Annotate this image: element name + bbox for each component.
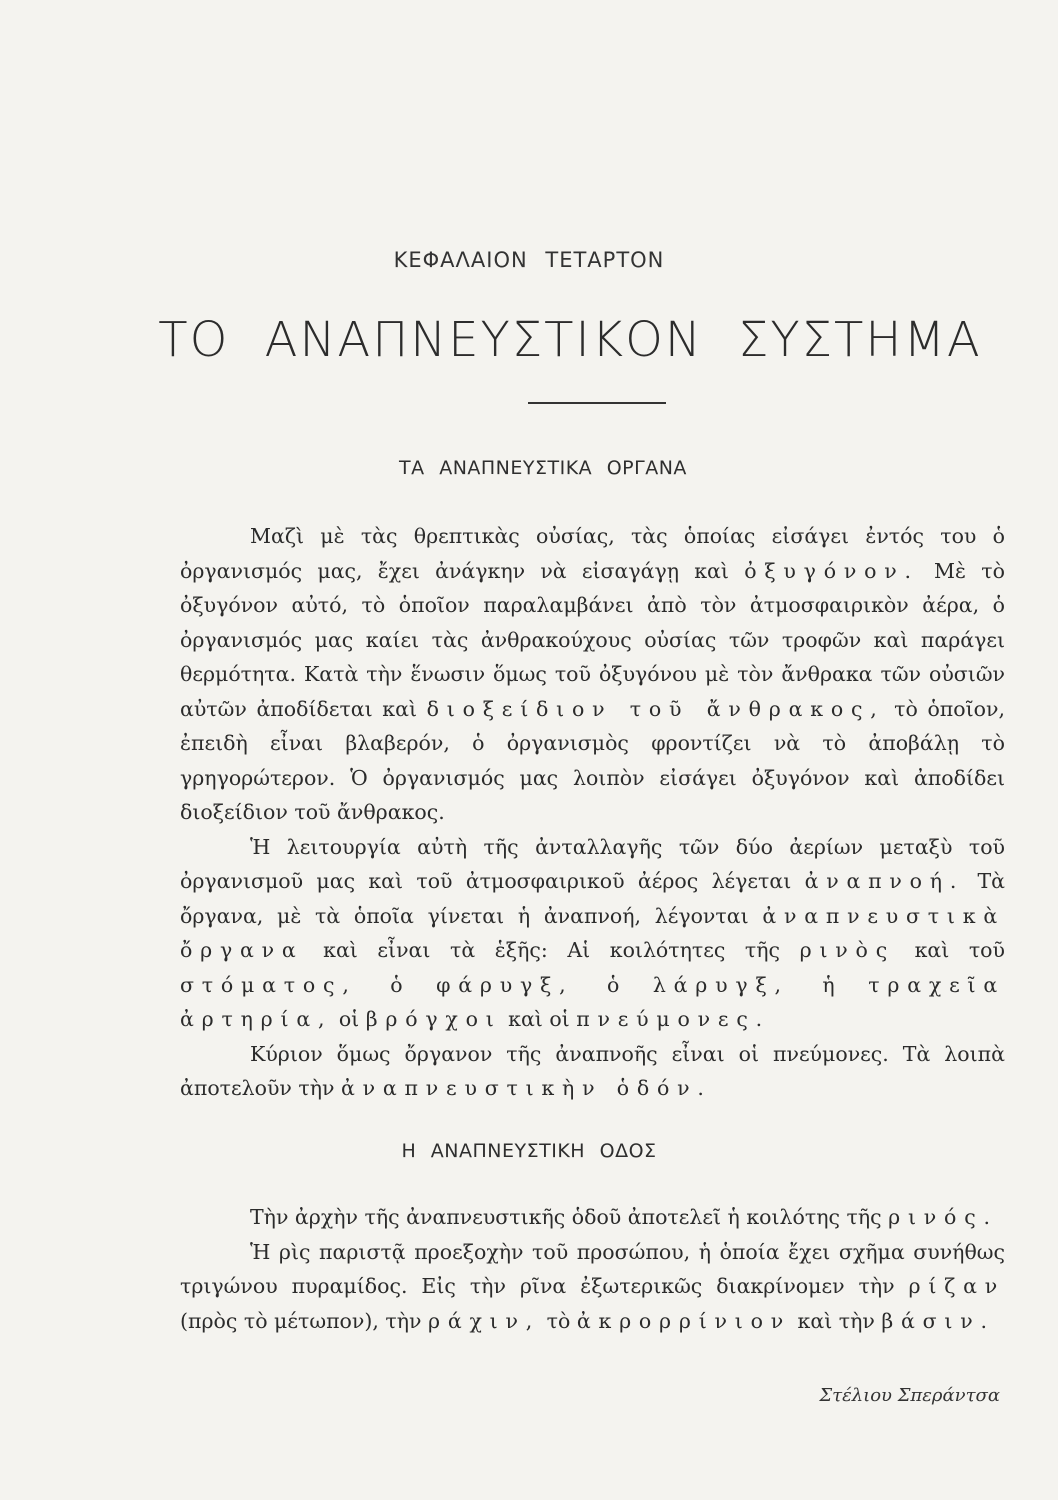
emphasis-term: φάρυγξ, — [436, 972, 574, 997]
text-run: Ἡ ρὶς παριστᾷ προεξοχὴν τοῦ προσώπου, ἡ ὁποία ἔχει σχῆμα συνήθως τριγώνου πυραμίδος. Εἰς τὴν ρῖνα ἐξωτερικῶς διακρίνομεν τὴν — [180, 1239, 1005, 1298]
emphasis-term: ἀκρορρίνιον — [576, 1308, 792, 1333]
section-body-respiratory-tract — [180, 1200, 1005, 1338]
emphasis-term: ρινός. — [888, 1205, 998, 1229]
paragraph — [180, 1200, 1005, 1235]
text-run: καὶ τοῦ — [914, 938, 1005, 962]
emphasis-term: ρινὸς — [799, 938, 895, 962]
paragraph — [180, 1037, 1005, 1106]
text-run: Κύριον ὅμως ὄργανον τῆς ἀναπνοῆς εἶναι οἱ πνεύμονες. Τὰ λοιπὰ ἀποτελοῦν τὴν — [180, 1041, 1005, 1100]
author-signature: Στέλιου Σπεράντσα — [819, 1385, 1000, 1406]
chapter-label: ΚΕΦΑΛΑΙΟΝ ΤΕΤΑΡΤΟΝ — [393, 248, 665, 272]
paragraph — [180, 1235, 1005, 1339]
emphasis-term: λάρυγξ, — [652, 972, 789, 997]
text-run: καὶ τὴν — [797, 1308, 875, 1333]
text-run: Μὲ τὸ ὀξυγόνον αὐτό, τὸ ὁποῖον παραλαμβάνει ἀπὸ τὸν ἀτμοσφαιρικὸν ἀέρα, ὁ ὀργανισμός μας καίει τὰς ἀνθρακούχους οὐσίας τῶν τροφῶν καὶ παράγει θερμότητα. Κατὰ τὴν ἕνωσιν ὅμως τοῦ ὀξυγόνου μὲ τὸν ἄνθρακα τῶν οὐσιῶν αὐτῶν ἀποδίδεται καὶ — [180, 558, 1005, 721]
emphasis-term: βρόγχοι — [365, 1007, 502, 1031]
title-divider — [528, 402, 666, 404]
paragraph — [180, 830, 1005, 1037]
text-run: ὁ — [606, 972, 620, 997]
text-run: Τὴν ἀρχὴν τῆς ἀναπνευστικῆς ὁδοῦ ἀποτελεῖ ἡ κοιλότης τῆς — [250, 1205, 882, 1229]
section-heading-respiratory-tract: Η ΑΝΑΠΝΕΥΣΤΙΚΗ ΟΔΟΣ — [401, 1140, 657, 1162]
paragraph — [180, 519, 1005, 830]
text-run: τὸ — [546, 1308, 571, 1333]
emphasis-term: ἀναπνοή. — [804, 869, 965, 893]
text-run: καὶ εἶναι τὰ ἑξῆς: Αἱ κοιλότητες τῆς — [323, 938, 781, 962]
emphasis-term: ἀναπνευστικὴν ὁδόν. — [341, 1076, 712, 1100]
chapter-title: ΤΟ ΑΝΑΠΝΕΥΣΤΙΚΟΝ ΣΥΣΤΗΜΑ — [158, 312, 982, 368]
text-run: Μαζὶ μὲ τὰς θρεπτικὰς οὐσίας, τὰς ὁποίας εἰσάγει ἐντός του ὁ ὀργανισμός μας, ἔχει ἀνάγκην νὰ εἰσαγάγῃ καὶ — [180, 524, 1005, 583]
emphasis-term: ρίζαν — [908, 1274, 1005, 1298]
section-body-respiratory-organs — [180, 519, 1005, 1106]
emphasis-term: ὀξυγόνον. — [744, 558, 919, 583]
text-run: ὁ — [390, 972, 403, 997]
emphasis-term: στόματος, — [180, 972, 357, 997]
text-run: οἱ — [338, 1007, 360, 1031]
emphasis-term: διοξείδιον τοῦ ἄνθρακος, — [426, 696, 885, 721]
text-run: (πρὸς τὸ μέτωπον), τὴν — [180, 1308, 422, 1333]
text-run: ἡ — [822, 972, 835, 997]
text-run: Τὰ ὄργανα, μὲ τὰ ὁποῖα γίνεται ἡ ἀναπνοή, λέγονται — [180, 869, 1005, 928]
emphasis-term: ράχιν, — [428, 1308, 541, 1333]
emphasis-term: πνεύμονες. — [576, 1007, 770, 1031]
section-heading-respiratory-organs: ΤΑ ΑΝΑΠΝΕΥΣΤΙΚΑ ΟΡΓΑΝΑ — [399, 457, 687, 479]
emphasis-term: τραχεῖα ἀρτηρία, — [180, 972, 1005, 1031]
emphasis-term: ἀναπνευστικὰ ὄργανα — [180, 903, 1005, 962]
emphasis-term: βάσιν. — [881, 1308, 995, 1333]
text-run: Ἡ λειτουργία αὐτὴ τῆς ἀνταλλαγῆς τῶν δύο ἀερίων μεταξὺ τοῦ ὀργανισμοῦ μας καὶ τοῦ ἀτμοσφαιρικοῦ ἀέρος λέγεται — [180, 834, 1005, 893]
text-run: τὸ ὁποῖον, ἐπειδὴ εἶναι βλαβερόν, ὁ ὀργανισμὸς φροντίζει νὰ τὸ ἀποβάλῃ τὸ γρηγορώτερον. Ὁ ὀργανισμός μας λοιπὸν εἰσάγει ὀξυγόνον καὶ ἀποδίδει διοξείδιον τοῦ ἄνθρακος. — [180, 696, 1005, 824]
text-run: καὶ οἱ — [508, 1007, 570, 1031]
